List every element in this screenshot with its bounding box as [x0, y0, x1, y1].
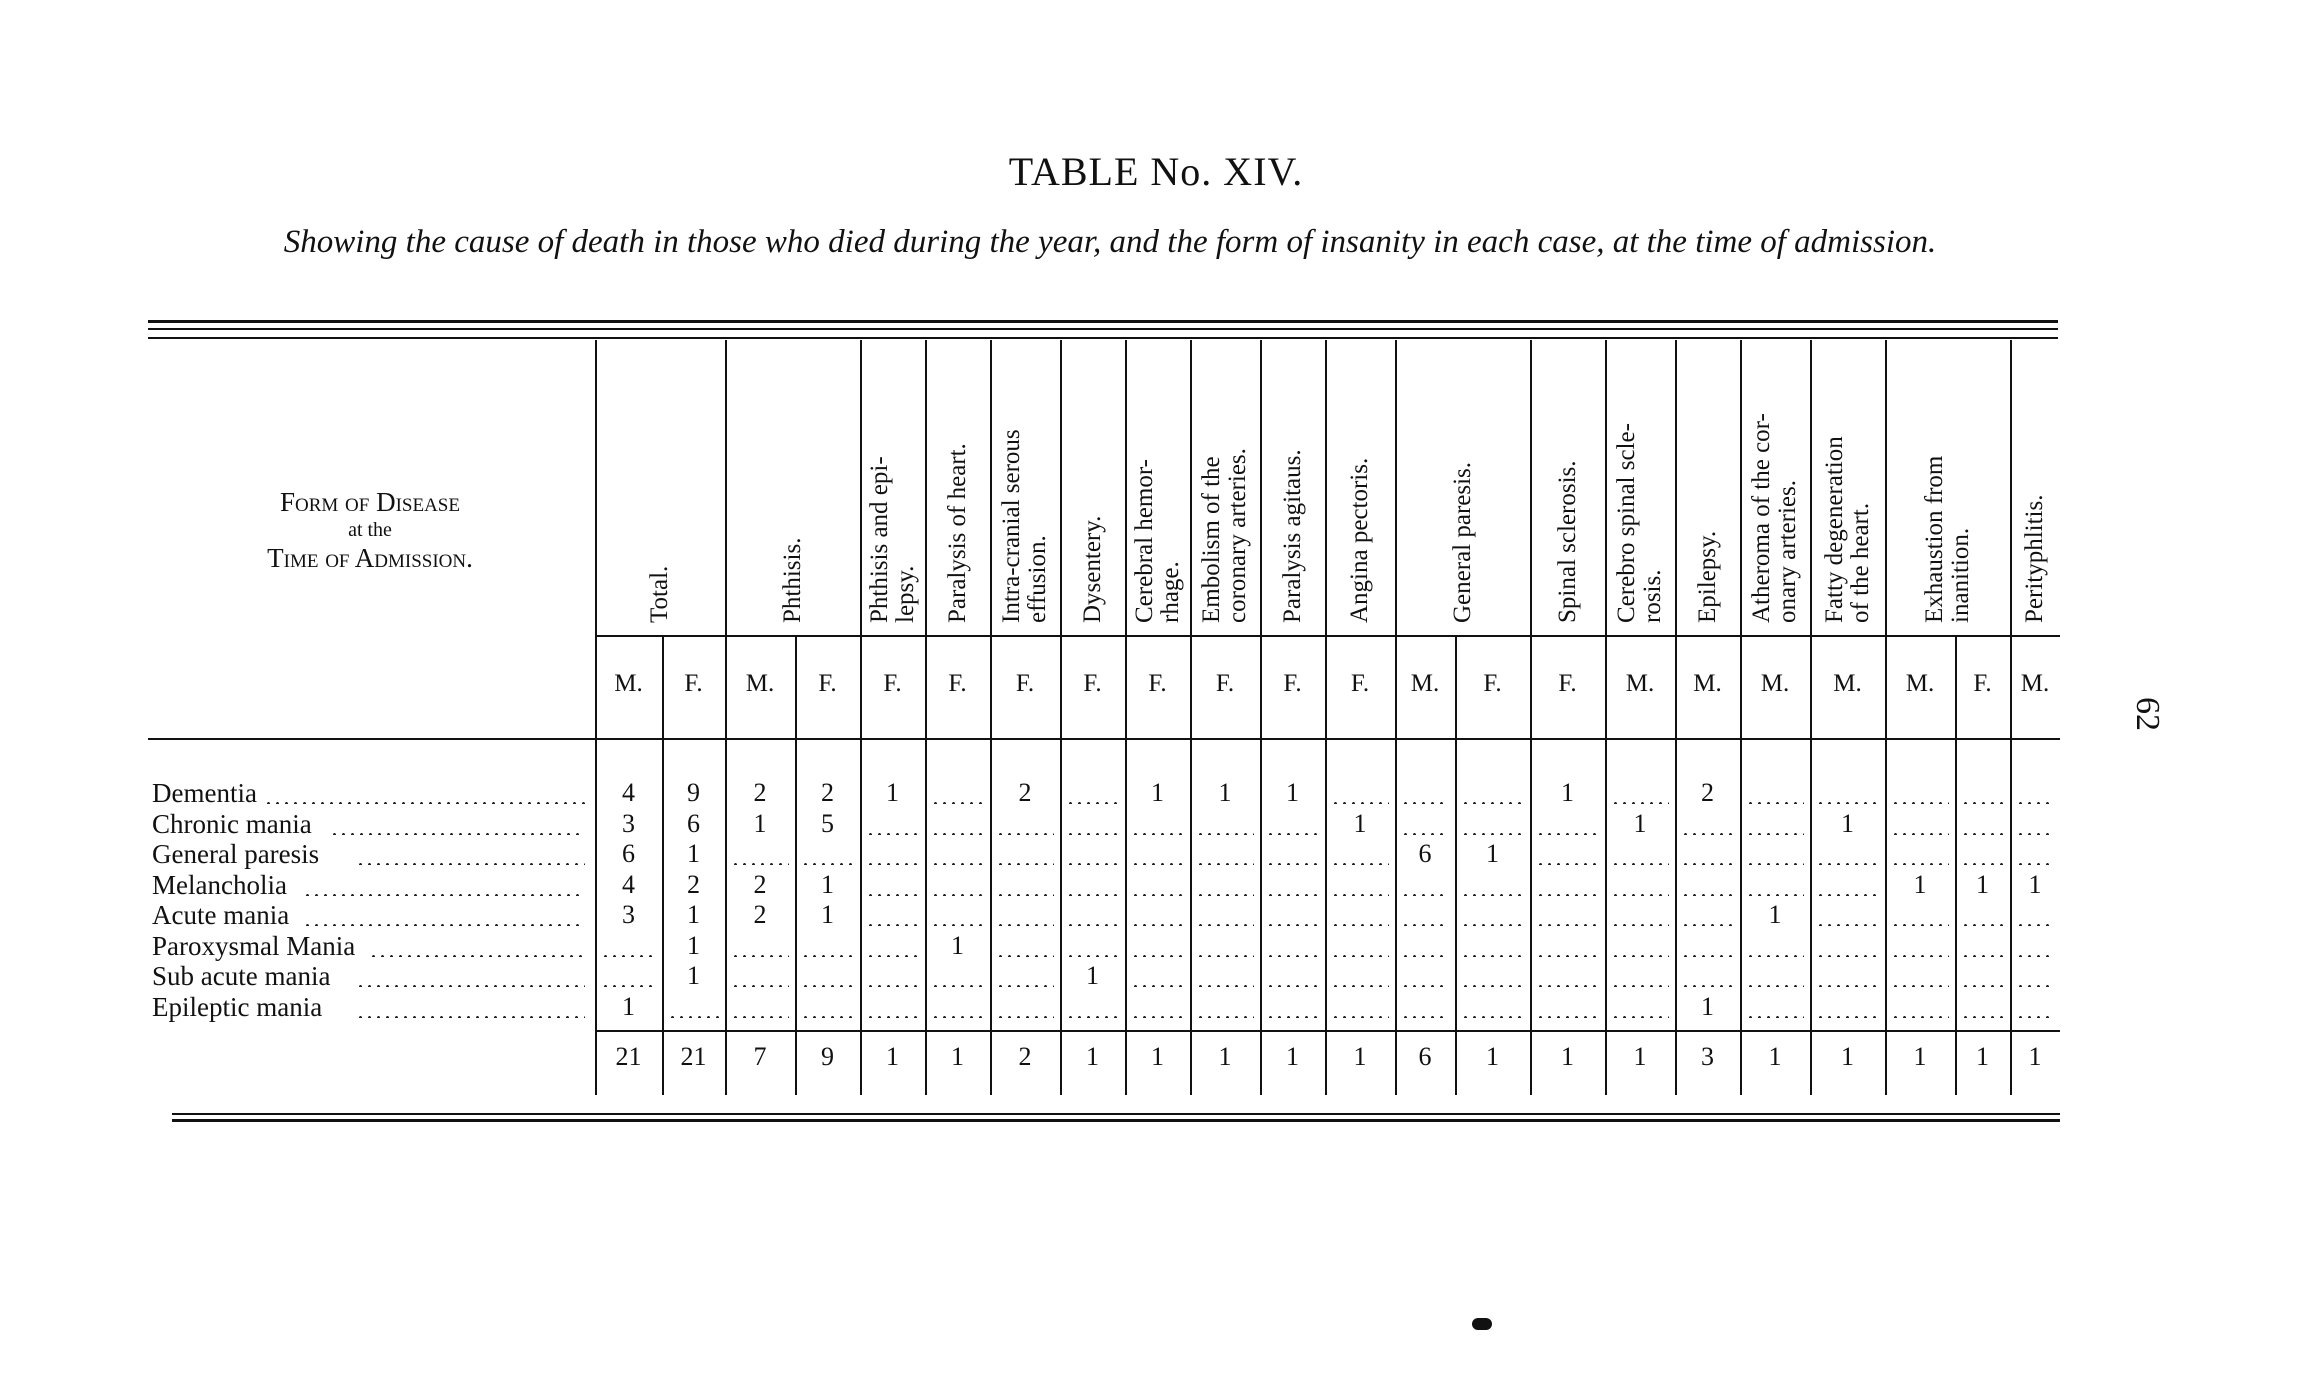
sub-header: M. — [1760, 670, 1790, 697]
table-cell: 1 — [2028, 869, 2042, 899]
empty-cell-dots — [1611, 802, 1669, 804]
form-header-line2: at the — [348, 519, 392, 541]
empty-cell-dots — [1681, 833, 1734, 835]
table-cell: 9 — [687, 778, 700, 807]
empty-cell-dots — [1131, 924, 1184, 926]
empty-cell-dots — [1536, 924, 1599, 926]
table-cell: 1 — [1353, 808, 1367, 838]
column-divider — [1395, 340, 1397, 1095]
empty-cell-dots — [931, 833, 984, 835]
empty-cell-dots — [1196, 1016, 1254, 1018]
empty-cell-dots — [1331, 1016, 1389, 1018]
column-divider — [925, 340, 927, 1095]
empty-cell-dots — [731, 985, 789, 987]
sub-header: M. — [2020, 670, 2050, 697]
empty-cell-dots — [1746, 894, 1804, 896]
empty-cell-dots — [1961, 802, 2004, 804]
empty-cell-dots — [1891, 955, 1949, 957]
column-header: Dysentery. — [1078, 515, 1106, 623]
table-cell: 1 — [622, 991, 635, 1021]
empty-cell-dots — [1891, 1016, 1949, 1018]
sub-header: F. — [1483, 670, 1502, 697]
table-cell: 1 — [1086, 961, 1099, 990]
empty-cell-dots — [1331, 924, 1389, 926]
empty-cell-dots — [1331, 802, 1389, 804]
empty-cell-dots — [1266, 894, 1319, 896]
total-cell: 1 — [1913, 1042, 1927, 1071]
table-cell: 1 — [1768, 900, 1782, 929]
total-cell: 21 — [615, 1042, 642, 1071]
column-header: Spinal sclerosis. — [1553, 460, 1581, 623]
leader-dots — [330, 833, 585, 835]
empty-cell-dots — [1746, 802, 1804, 804]
table-cell: 1 — [687, 961, 700, 990]
total-cell: 1 — [1353, 1042, 1367, 1071]
leader-dots — [264, 802, 585, 804]
table-cell: 2 — [1018, 778, 1032, 807]
empty-cell-dots — [1196, 985, 1254, 987]
total-cell: 1 — [1086, 1042, 1099, 1071]
row-label: Acute mania — [152, 900, 290, 930]
empty-cell-dots — [1891, 863, 1949, 865]
sub-divider — [1955, 635, 1957, 1095]
empty-cell-dots — [1816, 863, 1879, 865]
form-header-line1: Form of Disease — [280, 487, 460, 517]
empty-cell-dots — [1066, 833, 1119, 835]
column-divider — [1810, 340, 1812, 1095]
empty-cell-dots — [1196, 833, 1254, 835]
empty-cell-dots — [1611, 894, 1669, 896]
total-cell: 1 — [1633, 1042, 1647, 1071]
table-cell: 4 — [622, 869, 635, 899]
empty-cell-dots — [1401, 833, 1449, 835]
empty-cell-dots — [1196, 924, 1254, 926]
top-rule-thick — [148, 320, 2058, 323]
empty-cell-dots — [996, 924, 1054, 926]
column-header: Epilepsy. — [1693, 530, 1721, 623]
empty-cell-dots — [931, 1016, 984, 1018]
total-cell: 1 — [1976, 1042, 1989, 1071]
empty-cell-dots — [731, 1016, 789, 1018]
sub-divider — [795, 635, 797, 1095]
empty-cell-dots — [1746, 833, 1804, 835]
empty-cell-dots — [1961, 924, 2004, 926]
table-cell: 3 — [622, 900, 635, 929]
empty-cell-dots — [1611, 1016, 1669, 1018]
total-cell: 6 — [1418, 1042, 1432, 1071]
empty-cell-dots — [1681, 985, 1734, 987]
empty-cell-dots — [801, 863, 854, 865]
column-divider — [595, 340, 597, 1095]
table-cell: 2 — [687, 869, 700, 899]
total-cell: 21 — [680, 1042, 707, 1071]
column-divider — [1675, 340, 1677, 1095]
empty-cell-dots — [668, 1016, 719, 1018]
empty-cell-dots — [1961, 1016, 2004, 1018]
sub-header: M. — [1625, 670, 1655, 697]
empty-cell-dots — [1536, 1016, 1599, 1018]
empty-cell-dots — [1891, 833, 1949, 835]
table-title: TABLE No. XIV. — [1008, 149, 1304, 194]
column-divider — [1605, 340, 1607, 1095]
empty-cell-dots — [931, 802, 984, 804]
row-label: Paroxysmal Mania — [152, 930, 356, 961]
column-divider — [1260, 340, 1262, 1095]
empty-cell-dots — [1066, 955, 1119, 957]
column-divider — [1530, 340, 1532, 1095]
empty-cell-dots — [1266, 985, 1319, 987]
row-label: Sub acute mania — [152, 961, 331, 991]
table-cell: 1 — [1841, 808, 1854, 838]
empty-cell-dots — [1131, 863, 1184, 865]
empty-cell-dots — [1461, 1016, 1524, 1018]
table-cell: 1 — [1218, 778, 1232, 807]
empty-cell-dots — [1961, 985, 2004, 987]
column-header: Fatty degeneration of the heart. — [1820, 436, 1874, 623]
empty-cell-dots — [1536, 955, 1599, 957]
empty-cell-dots — [601, 985, 656, 987]
table-cell: 1 — [1561, 778, 1574, 807]
empty-cell-dots — [1816, 1016, 1879, 1018]
table-cell: 3 — [622, 808, 635, 838]
column-divider — [2010, 340, 2012, 1095]
table-cell: 1 — [1286, 778, 1299, 807]
column-divider — [990, 340, 992, 1095]
empty-cell-dots — [1066, 863, 1119, 865]
empty-cell-dots — [1611, 955, 1669, 957]
empty-cell-dots — [866, 955, 919, 957]
total-cell: 3 — [1701, 1042, 1714, 1071]
total-cell: 1 — [1151, 1042, 1164, 1071]
table-cell: 1 — [886, 778, 899, 807]
table-cell: 1 — [1486, 839, 1499, 868]
row-label: General paresis — [152, 839, 320, 869]
empty-cell-dots — [2016, 985, 2054, 987]
table-cell: 1 — [821, 869, 834, 899]
total-cell: 1 — [1286, 1042, 1299, 1071]
empty-cell-dots — [1961, 833, 2004, 835]
empty-cell-dots — [1536, 985, 1599, 987]
column-header: Paralysis agitaus. — [1278, 449, 1306, 623]
totals-rule — [595, 1030, 2060, 1032]
empty-cell-dots — [1331, 985, 1389, 987]
row-label: Dementia — [152, 778, 257, 808]
empty-cell-dots — [1401, 985, 1449, 987]
column-header: Phthisis and epi- lepsy. — [865, 456, 919, 623]
column-header: Paralysis of heart. — [943, 443, 971, 623]
empty-cell-dots — [1131, 985, 1184, 987]
column-header: Total. — [646, 565, 673, 623]
empty-cell-dots — [1891, 985, 1949, 987]
sub-header: F. — [1283, 670, 1302, 697]
empty-cell-dots — [1816, 955, 1879, 957]
leader-dots — [356, 863, 585, 865]
bottom-rule-thin — [172, 1113, 2060, 1115]
empty-cell-dots — [1401, 924, 1449, 926]
sub-header: F. — [1215, 670, 1235, 697]
empty-cell-dots — [2016, 802, 2054, 804]
page-number: 62 — [2129, 697, 2166, 731]
empty-cell-dots — [601, 955, 656, 957]
total-cell: 1 — [1768, 1042, 1782, 1071]
leader-dots — [356, 1016, 585, 1018]
total-cell: 1 — [951, 1042, 964, 1071]
empty-cell-dots — [1131, 955, 1184, 957]
total-cell: 1 — [2028, 1042, 2042, 1071]
column-header: Angina pectoris. — [1346, 457, 1373, 623]
table-cell: 6 — [622, 839, 635, 868]
empty-cell-dots — [801, 955, 854, 957]
empty-cell-dots — [1681, 955, 1734, 957]
empty-cell-dots — [1266, 863, 1319, 865]
empty-cell-dots — [931, 863, 984, 865]
form-of-disease-header — [150, 488, 590, 572]
empty-cell-dots — [1536, 894, 1599, 896]
sub-header: M. — [1833, 670, 1862, 697]
empty-cell-dots — [1266, 924, 1319, 926]
total-cell: 9 — [821, 1042, 834, 1071]
empty-cell-dots — [996, 894, 1054, 896]
table-cell: 4 — [622, 778, 635, 807]
column-divider — [1325, 340, 1327, 1095]
empty-cell-dots — [1611, 924, 1669, 926]
empty-cell-dots — [866, 924, 919, 926]
empty-cell-dots — [996, 863, 1054, 865]
ink-blot — [1472, 1318, 1492, 1330]
empty-cell-dots — [2016, 833, 2054, 835]
empty-cell-dots — [1536, 833, 1599, 835]
table-cell: 2 — [753, 900, 767, 929]
column-header: General paresis. — [1448, 461, 1476, 623]
empty-cell-dots — [1131, 894, 1184, 896]
empty-cell-dots — [1196, 863, 1254, 865]
empty-cell-dots — [1196, 894, 1254, 896]
column-header: Atheroma of the cor- onary arteries. — [1748, 413, 1801, 623]
empty-cell-dots — [866, 1016, 919, 1018]
column-header: Phthisis. — [778, 537, 806, 623]
empty-cell-dots — [866, 985, 919, 987]
empty-cell-dots — [1331, 955, 1389, 957]
form-header-line3: Time of Admission. — [267, 543, 473, 573]
table-cell: 1 — [821, 900, 834, 929]
empty-cell-dots — [1681, 863, 1734, 865]
table-cell: 1 — [687, 900, 700, 929]
table-cell: 2 — [753, 778, 767, 807]
table-cell: 2 — [1701, 778, 1714, 807]
empty-cell-dots — [1891, 924, 1949, 926]
empty-cell-dots — [1746, 1016, 1804, 1018]
sub-header: F. — [1083, 670, 1102, 697]
table-cell: 1 — [1701, 991, 1714, 1021]
total-cell: 2 — [1018, 1042, 1032, 1071]
total-cell: 1 — [1486, 1042, 1499, 1071]
column-header: Perityphlitis. — [2021, 494, 2048, 623]
sub-header: M. — [745, 670, 775, 697]
table-subtitle: Showing the cause of death in those who died during the year, and the form of insanity in each case, at the time of admission. — [283, 224, 1937, 260]
leader-dots — [303, 894, 585, 896]
empty-cell-dots — [1611, 863, 1669, 865]
sub-header: F. — [1558, 670, 1577, 697]
empty-cell-dots — [2016, 924, 2054, 926]
empty-cell-dots — [1816, 894, 1879, 896]
empty-cell-dots — [2016, 1016, 2054, 1018]
sub-header: F. — [818, 670, 837, 697]
table-cell: 1 — [951, 930, 964, 960]
empty-cell-dots — [1331, 863, 1389, 865]
sub-header: F. — [948, 670, 967, 697]
empty-cell-dots — [1131, 833, 1184, 835]
empty-cell-dots — [1266, 833, 1319, 835]
empty-cell-dots — [996, 985, 1054, 987]
empty-cell-dots — [1461, 833, 1524, 835]
empty-cell-dots — [996, 833, 1054, 835]
empty-cell-dots — [931, 924, 984, 926]
column-header: Cerebral hemor- rhage. — [1130, 458, 1184, 623]
empty-cell-dots — [1681, 894, 1734, 896]
column-divider — [860, 340, 862, 1095]
table-cell: 1 — [1151, 778, 1164, 807]
empty-cell-dots — [1266, 955, 1319, 957]
sub-header: F. — [1015, 670, 1035, 697]
empty-cell-dots — [801, 1016, 854, 1018]
empty-cell-dots — [801, 985, 854, 987]
leader-dots — [303, 924, 585, 926]
empty-cell-dots — [1331, 894, 1389, 896]
column-divider — [1885, 340, 1887, 1095]
empty-cell-dots — [731, 863, 789, 865]
sub-header: F. — [1148, 670, 1167, 697]
empty-cell-dots — [1461, 924, 1524, 926]
empty-cell-dots — [1746, 863, 1804, 865]
table-cell: 1 — [1976, 869, 1989, 899]
table-cell: 2 — [753, 869, 767, 899]
empty-cell-dots — [1816, 924, 1879, 926]
empty-cell-dots — [1461, 894, 1524, 896]
empty-cell-dots — [866, 863, 919, 865]
empty-cell-dots — [1401, 955, 1449, 957]
empty-cell-dots — [2016, 955, 2054, 957]
empty-cell-dots — [1066, 924, 1119, 926]
column-divider — [1740, 340, 1742, 1095]
sub-header: F. — [1973, 670, 1992, 697]
total-cell: 1 — [1218, 1042, 1232, 1071]
sub-header: F. — [883, 670, 902, 697]
total-cell: 1 — [886, 1042, 899, 1071]
empty-cell-dots — [1891, 802, 1949, 804]
column-header: Exhaustion from inanition. — [1920, 455, 1974, 623]
sub-header: M. — [1410, 670, 1440, 697]
empty-cell-dots — [1746, 955, 1804, 957]
table-cell: 1 — [1913, 869, 1927, 899]
column-divider — [725, 340, 727, 1095]
column-header: Intra-cranial serous effusion. — [998, 429, 1051, 623]
sub-header: M. — [1905, 670, 1935, 697]
empty-cell-dots — [1196, 955, 1254, 957]
sub-header: F. — [684, 670, 703, 697]
empty-cell-dots — [1401, 802, 1449, 804]
empty-cell-dots — [1681, 924, 1734, 926]
empty-cell-dots — [1746, 985, 1804, 987]
sub-header: M. — [1693, 670, 1722, 697]
total-cell: 7 — [753, 1042, 767, 1071]
empty-cell-dots — [1066, 894, 1119, 896]
total-cell: 1 — [1561, 1042, 1574, 1071]
empty-cell-dots — [1611, 985, 1669, 987]
column-divider — [1125, 340, 1127, 1095]
top-rule-thin — [148, 328, 2058, 330]
table-cell: 1 — [687, 930, 700, 960]
sub-header: F. — [1350, 670, 1370, 697]
column-header: Embolism of the coronary arteries. — [1198, 448, 1251, 623]
empty-cell-dots — [1461, 802, 1524, 804]
empty-cell-dots — [1066, 802, 1119, 804]
leader-dots — [356, 985, 585, 987]
empty-cell-dots — [931, 894, 984, 896]
empty-cell-dots — [1461, 985, 1524, 987]
empty-cell-dots — [1266, 1016, 1319, 1018]
empty-cell-dots — [1961, 955, 2004, 957]
table-cell: 1 — [753, 808, 767, 838]
empty-cell-dots — [1066, 1016, 1119, 1018]
table-cell: 5 — [821, 808, 834, 838]
body-top-rule — [148, 738, 2060, 740]
table-cell: 2 — [821, 778, 834, 807]
empty-cell-dots — [866, 894, 919, 896]
column-header: Cerebro spinal scle- rosis. — [1613, 423, 1666, 623]
empty-cell-dots — [996, 955, 1054, 957]
row-label: Epileptic mania — [152, 991, 323, 1022]
table-cell: 1 — [1633, 808, 1647, 838]
empty-cell-dots — [1401, 894, 1449, 896]
empty-cell-dots — [731, 955, 789, 957]
empty-cell-dots — [996, 1016, 1054, 1018]
sub-header: M. — [614, 670, 643, 697]
empty-cell-dots — [931, 985, 984, 987]
table-cell: 6 — [687, 808, 700, 838]
empty-cell-dots — [1536, 863, 1599, 865]
row-label: Melancholia — [152, 869, 287, 900]
empty-cell-dots — [866, 833, 919, 835]
subhead-rule — [595, 635, 2060, 637]
total-cell: 1 — [1841, 1042, 1854, 1071]
leader-dots — [369, 955, 585, 957]
empty-cell-dots — [1131, 1016, 1184, 1018]
empty-cell-dots — [1961, 863, 2004, 865]
empty-cell-dots — [1816, 802, 1879, 804]
row-label: Chronic mania — [152, 808, 312, 839]
empty-cell-dots — [1401, 1016, 1449, 1018]
header-rule — [148, 337, 2058, 339]
sub-divider — [1455, 635, 1457, 1095]
bottom-rule-thick — [172, 1119, 2060, 1122]
empty-cell-dots — [1461, 955, 1524, 957]
table-cell: 1 — [687, 839, 700, 868]
empty-cell-dots — [1816, 985, 1879, 987]
empty-cell-dots — [2016, 863, 2054, 865]
table-cell: 6 — [1418, 839, 1432, 868]
column-divider — [1190, 340, 1192, 1095]
